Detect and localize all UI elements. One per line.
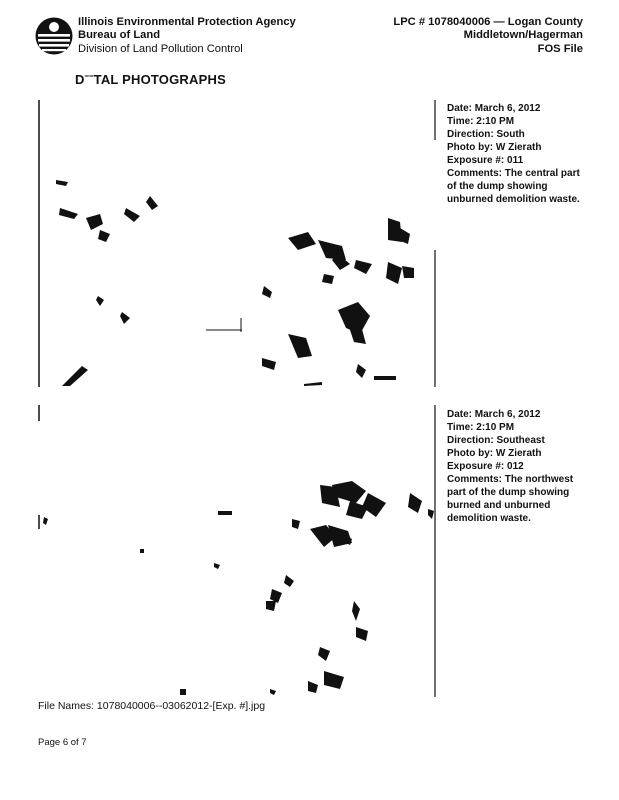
lpc-number: LPC # 1078040006 — Logan County [393,16,583,28]
photo-011-details [447,102,587,206]
photo-date: Date: March 6, 2012 [447,409,541,420]
photo-direction: Direction: Southeast [447,435,545,446]
photo-direction: Direction: South [447,129,525,140]
agency-name: Illinois Environmental Protection Agency [78,16,296,28]
photo-exposure: Exposure #: 011 [447,155,524,166]
photo-012 [38,405,436,697]
iepa-logo [34,16,74,56]
photo-by: Photo by: W Zierath [447,448,542,459]
photo-time: Time: 2:10 PM [447,422,515,433]
photo-012-details [447,408,587,525]
site-name: Middletown/Hagerman [463,29,583,42]
division-name: Division of Land Pollution Control [78,42,243,55]
photo-011 [38,100,436,387]
photo-date: Date: March 6, 2012 [447,103,541,114]
bureau-name: Bureau of Land [78,29,161,42]
file-names: File Names: 1078040006--03062012-[Exp. #].jpg [38,700,266,712]
file-type: FOS File [537,42,583,55]
photo-exposure: Exposure #: 012 [447,461,524,472]
page-number: Page 6 of 7 [38,737,87,748]
site-header [393,16,583,56]
photo-comments: Comments: The central part of the dump showing unburned demolition waste. [447,168,580,205]
photo-time: Time: 2:10 PM [447,116,515,127]
photo-by: Photo by: W Zierath [447,142,542,153]
agency-header [78,16,296,56]
section-title: DˉˉTAL PHOTOGRAPHS [75,72,226,87]
photo-comments: Comments: The northwest part of the dump showing burned and unburned demolition waste. [447,474,574,524]
